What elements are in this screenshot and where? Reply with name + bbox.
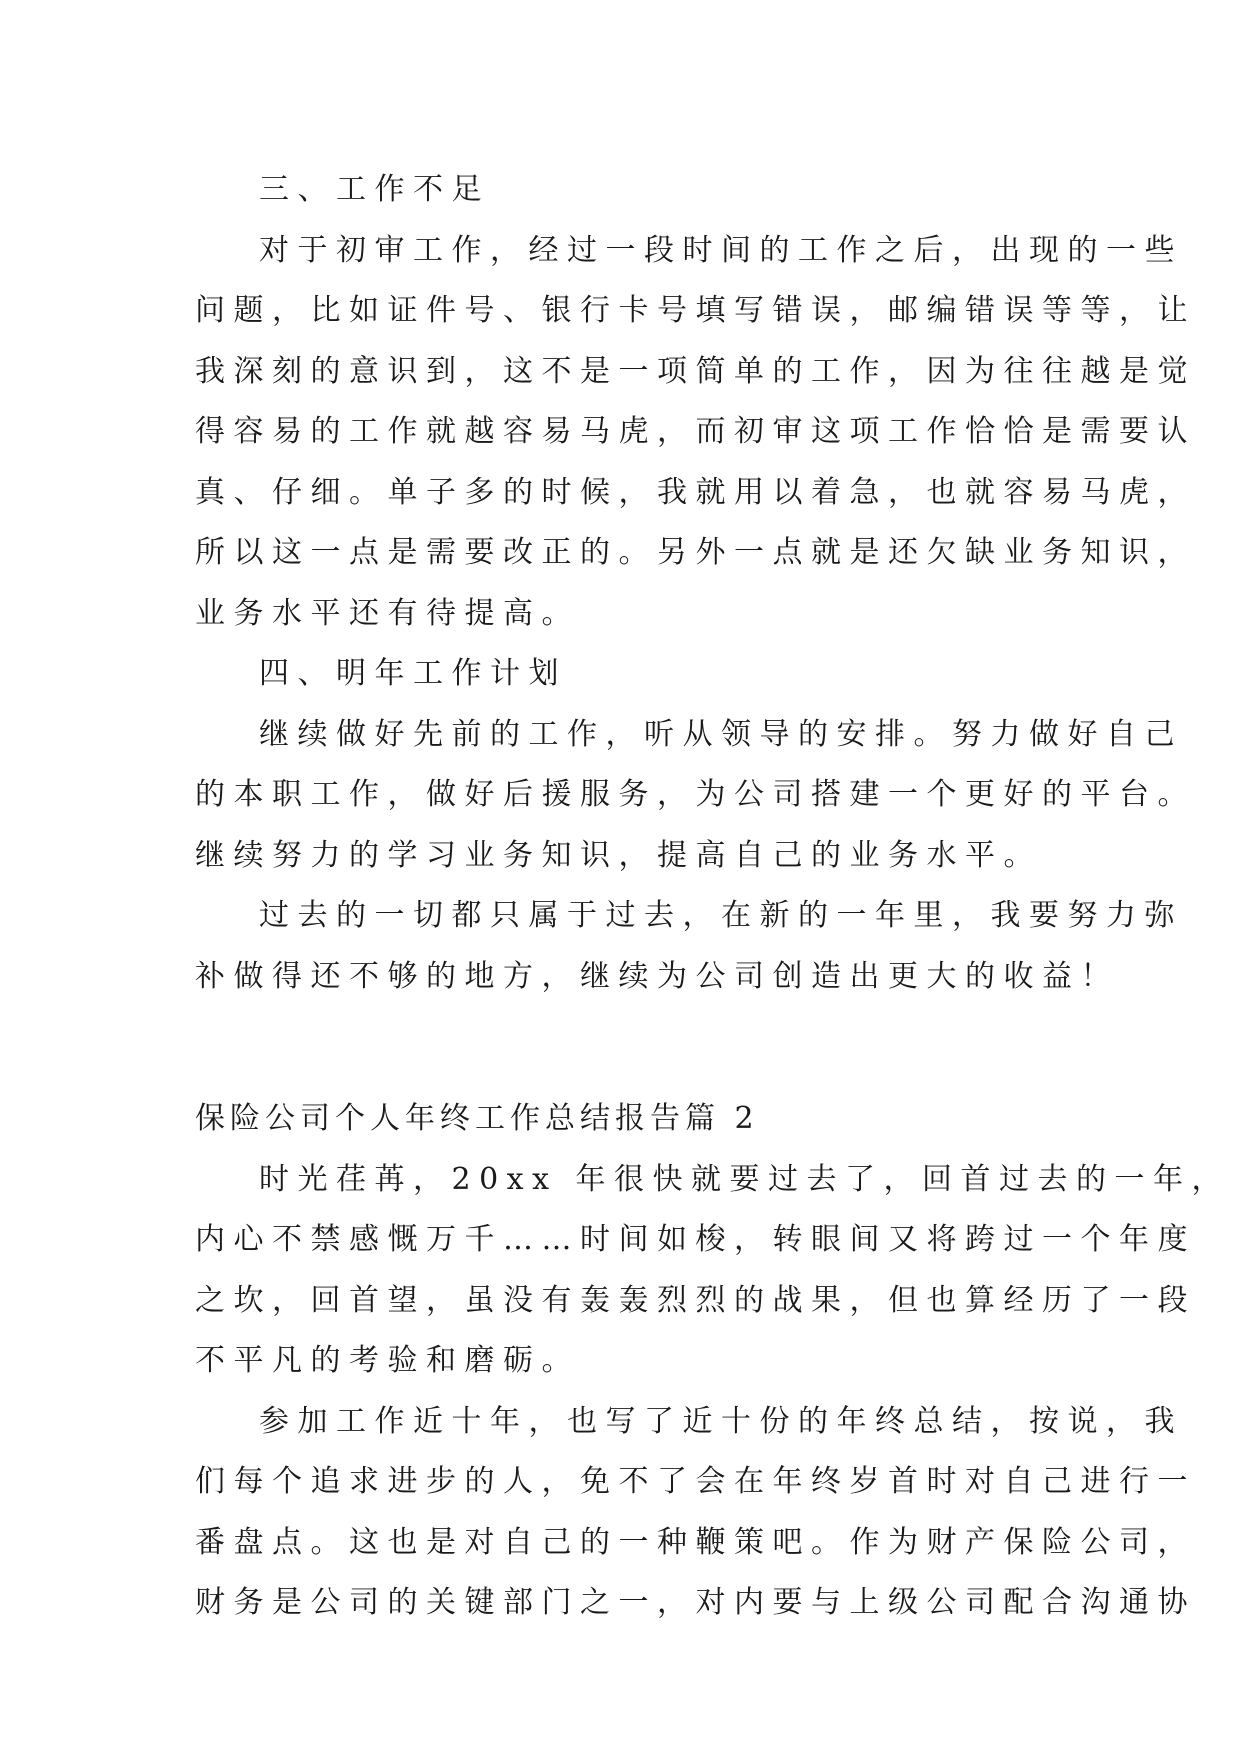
paragraph-line: 所以这一点是需要改正的。另外一点就是还欠缺业务知识， xyxy=(195,535,1196,570)
paragraph-line: 真、仔细。单子多的时候，我就用以着急，也就容易马虎， xyxy=(195,474,1196,510)
paragraph-line: 我深刻的意识到，这不是一项简单的工作，因为往往越是觉 xyxy=(195,353,1196,389)
paragraph-line: 业务水平还有待提高。 xyxy=(195,595,580,631)
paragraph-line: 的本职工作，做好后援服务，为公司搭建一个更好的平台。 xyxy=(195,777,1196,812)
paragraph-line: 不平凡的考验和磨砺。 xyxy=(195,1343,580,1378)
article-title: 保险公司个人年终工作总结报告篇 2 xyxy=(195,1101,759,1136)
paragraph-line: 继续做好先前的工作，听从领导的安排。努力做好自己 xyxy=(259,716,1183,752)
paragraph-intro xyxy=(195,1150,1231,1392)
paragraph-line: 继续努力的学习业务知识，提高自己的业务水平。 xyxy=(195,837,1042,873)
paragraph-line: 们每个追求进步的人，免不了会在年终岁首时对自己进行一 xyxy=(195,1464,1196,1499)
paragraph-line: 时光荏苒，20xx 年很快就要过去了，回首过去的一年， xyxy=(259,1161,1231,1197)
paragraph-line: 参加工作近十年，也写了近十份的年终总结，按说，我 xyxy=(259,1403,1183,1439)
paragraph-line: 问题，比如证件号、银行卡号填写错误，邮编错误等等，让 xyxy=(195,293,1196,328)
section-spacer xyxy=(195,1007,1075,1089)
paragraph-line: 得容易的工作就越容易马虎，而初审这项工作恰恰是需要认 xyxy=(195,414,1196,449)
paragraph-work-shortcomings xyxy=(195,221,1196,645)
paragraph-line: 财务是公司的关键部门之一，对内要与上级公司配合沟通协 xyxy=(195,1585,1196,1620)
paragraph-line: 对于初审工作，经过一段时间的工作之后，出现的一些 xyxy=(259,232,1183,268)
section-heading-work-shortcomings: 三、工作不足 xyxy=(259,172,490,207)
paragraph-line: 之坎，回首望，虽没有轰轰烈烈的战果，但也算经历了一段 xyxy=(195,1282,1196,1318)
paragraph-next-year-plan xyxy=(195,705,1196,887)
paragraph-work-experience xyxy=(195,1392,1196,1634)
document-body xyxy=(195,160,1231,1634)
paragraph-line: 补做得还不够的地方，继续为公司创造出更大的收益！ xyxy=(195,958,1119,994)
paragraph-line: 番盘点。这也是对自己的一种鞭策吧。作为财产保险公司， xyxy=(195,1524,1196,1560)
section-heading-next-year-plan: 四、明年工作计划 xyxy=(259,656,567,691)
paragraph-closing xyxy=(195,886,1183,1007)
paragraph-line: 过去的一切都只属于过去，在新的一年里，我要努力弥 xyxy=(259,898,1183,933)
paragraph-line: 内心不禁感慨万千……时间如梭，转眼间又将跨过一个年度 xyxy=(195,1222,1196,1257)
